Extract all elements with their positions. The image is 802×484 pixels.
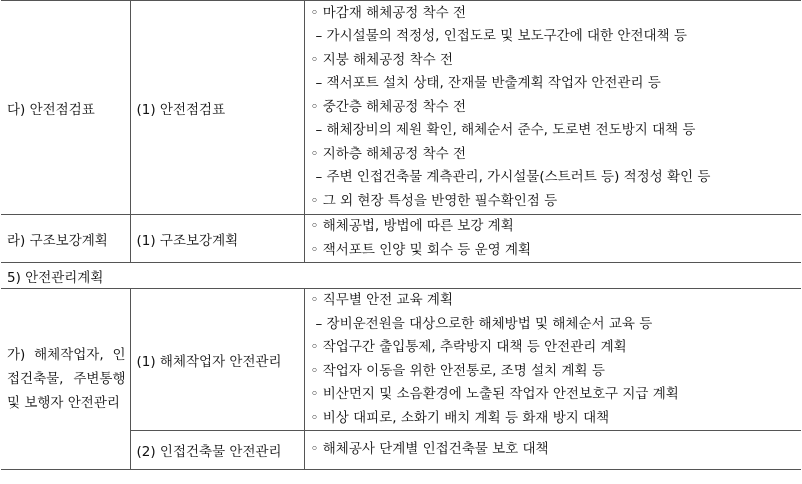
list-item: – 잭서포트 설치 상태, 잔재물 반출계획 작업자 안전관리 등 xyxy=(315,75,661,92)
subcategory-cell xyxy=(130,1,304,215)
list-item: ◦ 비상 대피로, 소화기 배치 계획 등 화재 방지 대책 xyxy=(310,409,610,426)
subcategory-cell xyxy=(130,215,304,263)
list-item: ◦ 지하층 해체공정 착수 전 xyxy=(310,145,467,162)
list-item: – 주변 인접건축물 계측관리, 가시설물(스트러트 등) 적정성 확인 등 xyxy=(315,169,711,186)
list-item: ◦ 지붕 해체공정 착수 전 xyxy=(310,51,453,68)
details-cell xyxy=(304,431,801,470)
section-row xyxy=(1,263,801,289)
list-item: – 해체장비의 제원 확인, 해체순서 준수, 도로변 전도방지 대책 등 xyxy=(315,122,696,139)
list-item: ◦ 마감재 해체공정 착수 전 xyxy=(310,4,467,21)
subcategory-label: (1) 안전점검표 xyxy=(136,101,226,118)
subcategory-cell xyxy=(130,431,304,470)
safety-plan-table xyxy=(1,0,801,470)
list-item: ◦ 중간층 해체공정 착수 전 xyxy=(310,98,467,115)
list-item: – 가시설물의 적정성, 인접도로 및 보도구간에 대한 안전대책 등 xyxy=(315,28,687,45)
subcategory-label: (1) 해체작업자 안전관리 xyxy=(136,353,282,370)
details-cell xyxy=(304,1,801,215)
list-item: ◦ 작업자 이동을 위한 안전통로, 조명 설치 계획 등 xyxy=(310,362,605,379)
category-label: 가) 해체작업자, 인접건축물, 주변통행 및 보행자 안전관리 xyxy=(7,347,126,411)
list-item: ◦ 잭서포트 인양 및 회수 등 운영 계획 xyxy=(310,241,532,258)
list-item: ◦ 직무별 안전 교육 계획 xyxy=(310,292,453,308)
subcategory-label: (2) 인접건축물 안전관리 xyxy=(136,444,282,460)
list-item: ◦ 해체공법, 방법에 따른 보강 계획 xyxy=(310,218,514,234)
subcategory-cell xyxy=(130,289,304,431)
list-item: ◦ 작업구간 출입통제, 추락방지 대책 등 안전관리 계획 xyxy=(310,339,627,355)
category-cell xyxy=(1,1,130,215)
subcategory-label: (1) 구조보강계획 xyxy=(136,232,239,249)
category-cell xyxy=(1,289,130,470)
table-row xyxy=(1,1,801,215)
details-cell xyxy=(304,289,801,431)
list-item: ◦ 그 외 현장 특성을 반영한 필수확인점 등 xyxy=(310,192,558,209)
section-heading: 5) 안전관리계획 xyxy=(1,263,801,289)
category-cell xyxy=(1,215,130,263)
list-item: ◦ 해체공사 단계별 인접건축물 보호 대책 xyxy=(310,441,549,458)
table-row xyxy=(1,215,801,263)
table-row xyxy=(1,289,801,431)
list-item: ◦ 비산먼지 및 소음환경에 노출된 작업자 안전보호구 지급 계획 xyxy=(310,386,679,402)
list-item: – 장비운전원을 대상으로한 해체방법 및 해체순서 교육 등 xyxy=(315,315,653,332)
category-label: 다) 안전점검표 xyxy=(7,101,95,118)
category-label: 라) 구조보강계획 xyxy=(7,232,108,249)
details-cell xyxy=(304,215,801,263)
